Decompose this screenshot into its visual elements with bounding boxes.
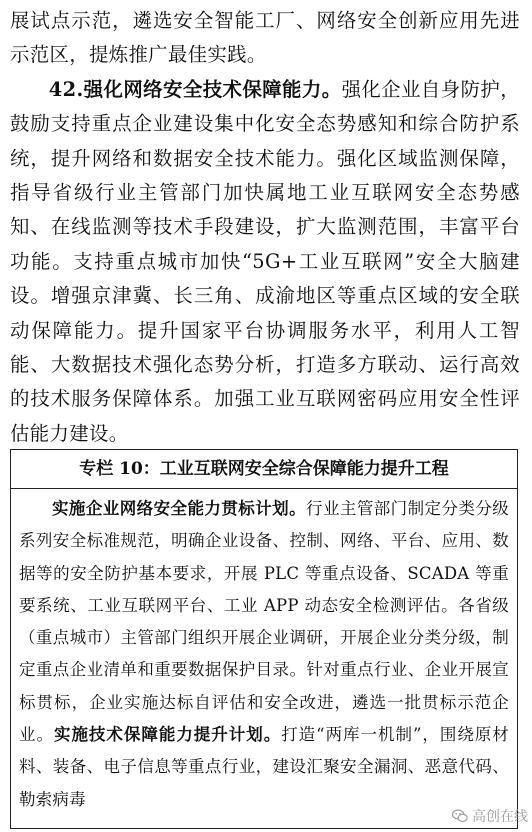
plan-text: 打造“两库一机制”，围绕原材料、装备、电子信息等重点行业，建设汇聚安全漏洞、恶意代码、勒索病毒 (19, 725, 510, 809)
plan-text: 行业主管部门制定分类分级系列安全标准规范，明确企业设备、控制、网络、平台、应用、数据等的安全防护基本要求，开展 PLC 等重点设备、SCADA 等重要系统、工业互联网平台、工业 APP 动态安全检测评估。各省级（重点城市）主管部门组织开展企业调研，开展企业分类分级，制定重点企业清单和重要数据保护目录。针对重点行业、企业开展宣标贯标，企业实施达标自评估和安全改进，遴选一批贯标示范企业。 (19, 499, 509, 745)
wechat-icon (451, 807, 469, 825)
section-heading: 42.强化网络安全技术保障能力。 (48, 77, 342, 101)
box-title: 专栏 10：工业互联网安全综合保障能力提升工程 (11, 450, 517, 489)
watermark-label: 高创在线 (472, 809, 528, 825)
paragraph-continuation (10, 4, 520, 73)
paragraph-text: 展试点示范，遴选安全智能工厂、网络安全创新应用先进示范区，提炼推广最佳实践。 (10, 9, 520, 67)
feature-box (10, 449, 518, 829)
body-text (10, 4, 520, 451)
paragraph-42 (10, 73, 520, 451)
box-paragraph (19, 493, 509, 816)
watermark (451, 806, 528, 826)
box-body (11, 489, 517, 816)
plan-heading: 实施企业网络安全能力贯标计划。 (52, 499, 307, 518)
plan-heading: 实施技术保障能力提升计划。 (53, 725, 282, 745)
paragraph-text: 强化企业自身防护，鼓励支持重点企业建设集中化安全态势感知和综合防护系统，提升网络和数据安全技术能力。强化区域监测保障，指导省级行业主管部门加快属地工业互联网安全态势感知、在线监测等技术手段建设，扩大监测范围，丰富平台功能。支持重点城市加快“5G+工业互联网”安全大脑建设。增强京津冀、长三角、成渝地区等重点区域的安全联动保障能力。提升国家平台协调服务水平，利用人工智能、大数据技术强化态势分析，打造多方联动、运行高效的技术服务保障体系。加强工业互联网密码应用安全性评估能力建设。 (10, 77, 520, 445)
